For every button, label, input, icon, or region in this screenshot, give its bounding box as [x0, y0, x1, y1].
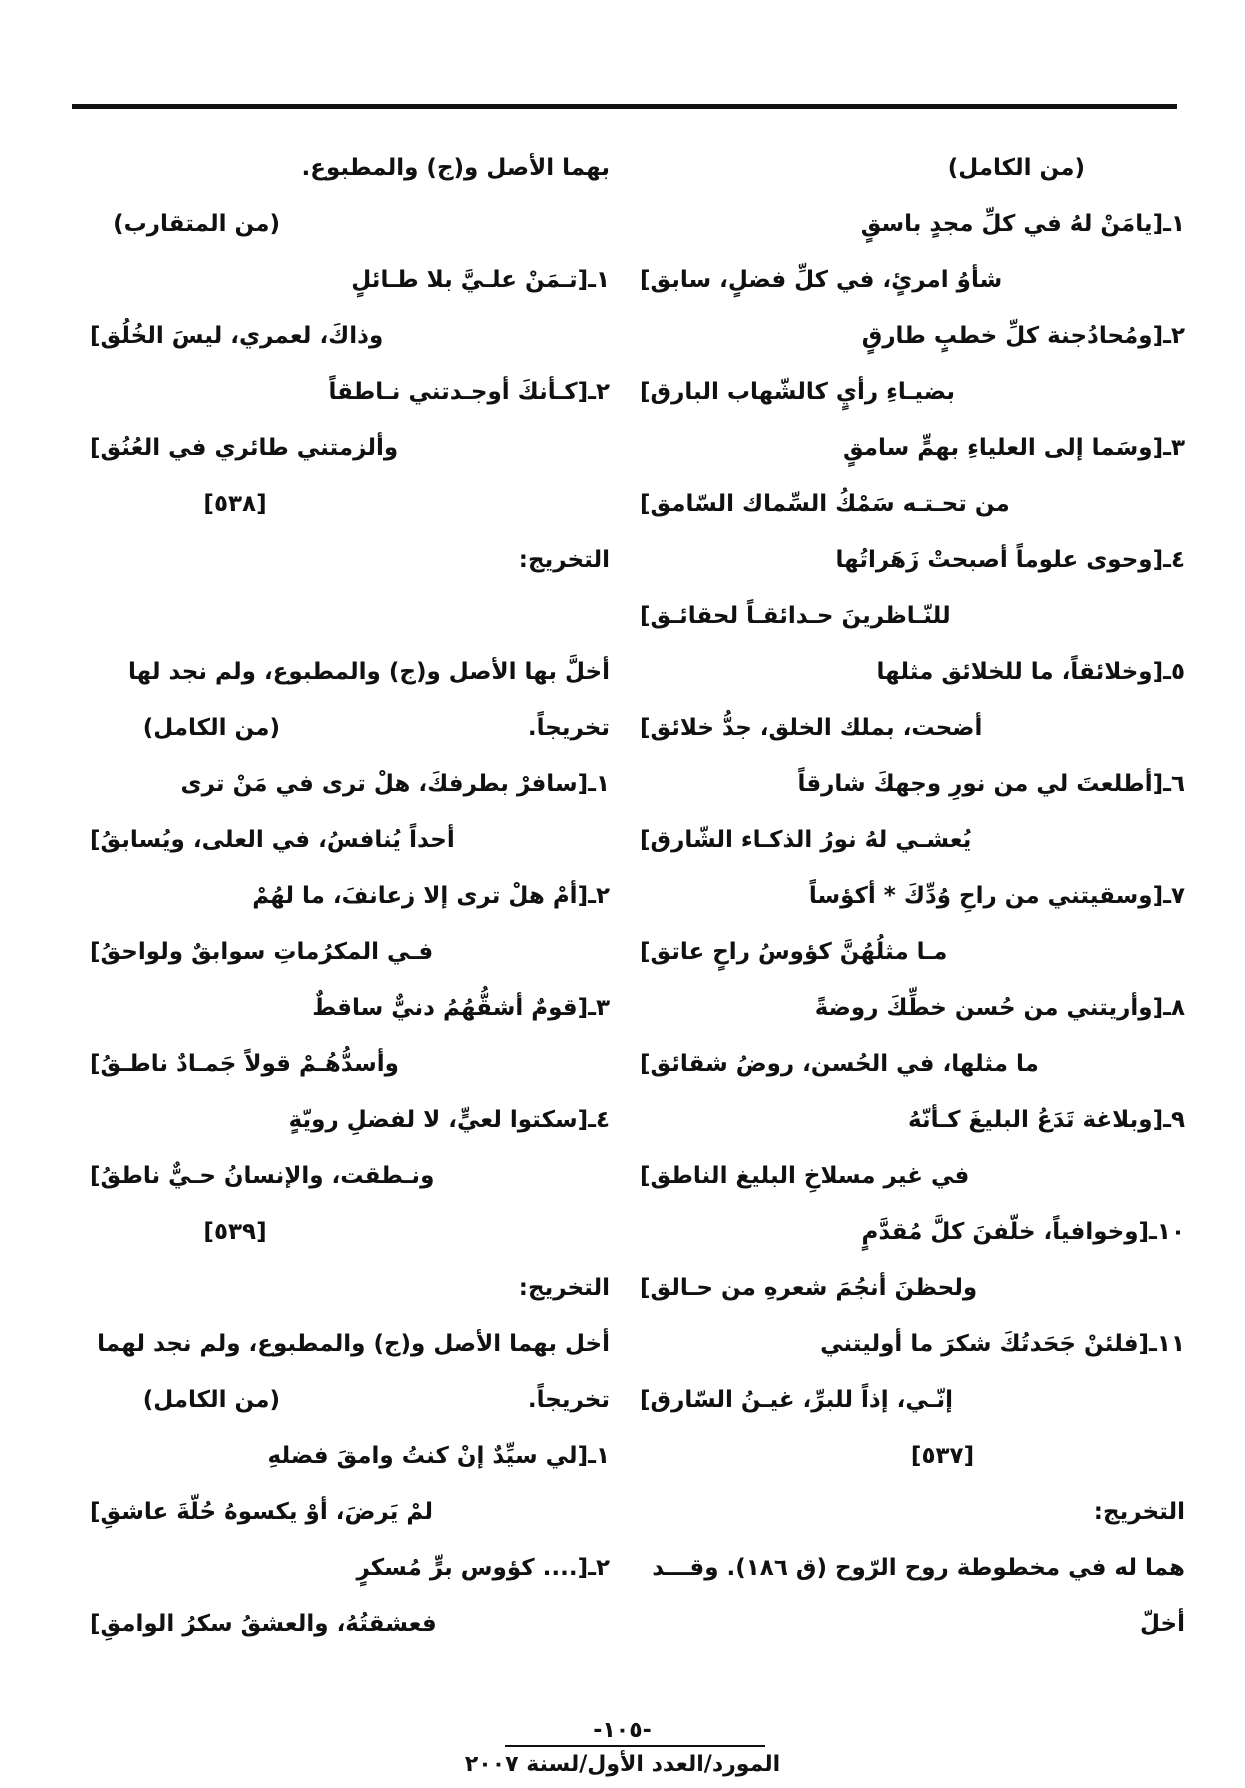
right-verse-first-half: ٣ـ[وسَما إلى العلياءِ بهمٍّ سامقٍ: [843, 435, 1185, 461]
left-verse-second-half: وأسدُّهُـمْ قولاً جَمـادٌ ناطـقُ]: [90, 1051, 399, 1077]
right-verse-first-half: ٤ـ[وحوى علوماً أصبحتْ زَهَراتُها: [835, 547, 1185, 573]
left-poem-number: [٥٣٩]: [203, 1219, 267, 1245]
right-verse-second-half: من تحـتـه سَمْكُ السِّماك السّامق]: [640, 491, 1010, 517]
left-meter-label: (من المتقارب): [113, 211, 280, 237]
left-verse-first-half: ١ـ[لي سيِّدٌ إنْ كنتُ وامقَ فضلهِ: [267, 1443, 610, 1469]
right-verse-first-half: ٢ـ[ومُحادُجنة كلِّ خطبٍ طارقٍ: [861, 323, 1185, 349]
left-verse-first-half: ٤ـ[سكتوا لعيٍّ، لا لفضلِ رويّةٍ: [288, 1107, 610, 1133]
right-verse-second-half: مـا مثلُهُنَّ كؤوسُ راحٍ عاتق]: [640, 939, 948, 965]
left-verse-second-half: أحداً يُنافسُ، في العلى، ويُسابقُ]: [90, 827, 455, 853]
left-column: [90, 140, 610, 1637]
right-verse-first-half: ٥ـ[وخلائقاً، ما للخلائق مثلها: [876, 659, 1185, 685]
right-verse-second-half: أضحت، بملك الخلق، جدُّ خلائق]: [640, 715, 983, 741]
right-verse-second-half: شأوُ امرئٍ، في كلِّ فضلٍ، سابق]: [640, 267, 1003, 293]
left-prose-line: بهما الأصل و(ج) والمطبوع.: [301, 155, 610, 181]
left-meter-label: (من الكامل): [142, 715, 280, 741]
left-verse-second-half: ونـطقت، والإنسانُ حـيٌّ ناطقُ]: [90, 1163, 435, 1189]
left-verse-second-half: فـي المكرُماتِ سوابقٌ ولواحقُ]: [90, 939, 434, 965]
right-verse-first-half: ٦ـ[أطلعتَ لي من نورِ وجهكَ شارقاً: [797, 771, 1185, 797]
left-verse-second-half: وذاكَ، لعمري، ليسَ الخُلُق]: [90, 323, 384, 349]
left-meter-label: (من الكامل): [142, 1387, 280, 1413]
left-prose-line: أخلَّ بها الأصل و(ج) والمطبوع، ولم نجد لها تخريجاً.: [128, 659, 610, 741]
left-verse-first-half: ٣ـ[قومٌ أشقُّهُمُ دنيٌّ ساقطٌ: [312, 995, 610, 1021]
right-meter-label: (من الكامل): [947, 155, 1085, 181]
right-verse-first-half: ١٠ـ[وخوافياً، خلّفنَ كلَّ مُقدَّمٍ: [861, 1219, 1185, 1245]
left-takhrij-heading: التخريج:: [518, 1275, 610, 1301]
footer-rule: [505, 1745, 765, 1747]
left-verse-second-half: لمْ يَرضَ، أوْ يكسوهُ حُلّةَ عاشقِ]: [90, 1499, 434, 1525]
right-verse-second-half: ما مثلها، في الحُسن، روضُ شقائق]: [640, 1051, 1039, 1077]
right-verse-second-half: إنّـي، إذاً للبرِّ، غيـنُ السّارق]: [640, 1387, 953, 1413]
left-spacer: [90, 588, 610, 644]
right-verse-second-half: ولحظنَ أنجُمَ شعرهِ من حـالق]: [640, 1275, 978, 1301]
right-verse-first-half: ١١ـ[فلئنْ جَحَدتُكَ شكرَ ما أوليتني: [820, 1331, 1185, 1357]
right-verse-first-half: ٨ـ[وأريتني من حُسن خطِّكَ روضةً: [814, 995, 1185, 1021]
left-verse-first-half: ٢ـ[أمْ هلْ ترى إلا زعانفَ، ما لهُمْ: [252, 883, 610, 909]
right-verse-first-half: ٩ـ[وبلاغة تَدَعُ البليغَ كـأنّهُ: [908, 1107, 1185, 1133]
right-verse-second-half: يُعشـي لهُ نورُ الذكـاء الشّارق]: [640, 827, 972, 853]
right-verse-second-half: بضيـاءِ رأيٍ كالشّهاب البارق]: [640, 379, 956, 405]
left-verse-second-half: فعشقتُهُ، والعشقُ سكرُ الوامقِ]: [90, 1611, 437, 1637]
left-verse-first-half: ٢ـ[كـأنكَ أوجـدتني نـاطقاً: [328, 379, 610, 405]
left-verse-first-half: ٢ـ[.... كؤوس برٍّ مُسكرٍ: [356, 1555, 610, 1581]
right-verse-first-half: ٧ـ[وسقيتني من راحِ وُدِّكَ * أكؤساً: [808, 883, 1185, 909]
right-verse-first-half: ١ـ[يامَنْ لهُ في كلِّ مجدٍ باسقٍ: [860, 211, 1185, 237]
left-verse-second-half: وألزمتني طائري في العُنُق]: [90, 435, 399, 461]
left-verse-first-half: ١ـ[تـمَنْ علـيَّ بلا طـائلٍ: [351, 267, 610, 293]
left-prose-line: أخل بهما الأصل و(ج) والمطبوع، ولم نجد لهما تخريجاً.: [97, 1331, 610, 1413]
right-column: [640, 140, 1185, 1637]
right-takhrij-heading: التخريج:: [1093, 1499, 1185, 1525]
top-rule: [72, 104, 1177, 109]
right-verse-second-half: في غير مسلاخِ البليغ الناطق]: [640, 1163, 970, 1189]
page-number: -١٠٥-: [593, 1718, 652, 1743]
journal-footer: المورد/العدد الأول/لسنة ٢٠٠٧: [464, 1752, 781, 1777]
left-takhrij-heading: التخريج:: [518, 547, 610, 573]
right-prose-line: هما له في مخطوطة روح الرّوح (ق ١٨٦). وقـــد أخلّ: [652, 1555, 1185, 1637]
left-poem-number: [٥٣٨]: [203, 491, 267, 517]
right-poem-number: [٥٣٧]: [910, 1443, 975, 1469]
left-verse-first-half: ١ـ[سافرْ بطرفكَ، هلْ ترى في مَنْ ترى: [180, 771, 610, 797]
right-verse-second-half: للنّـاظرينَ حـدائقـاً لحقائـق]: [640, 603, 951, 629]
